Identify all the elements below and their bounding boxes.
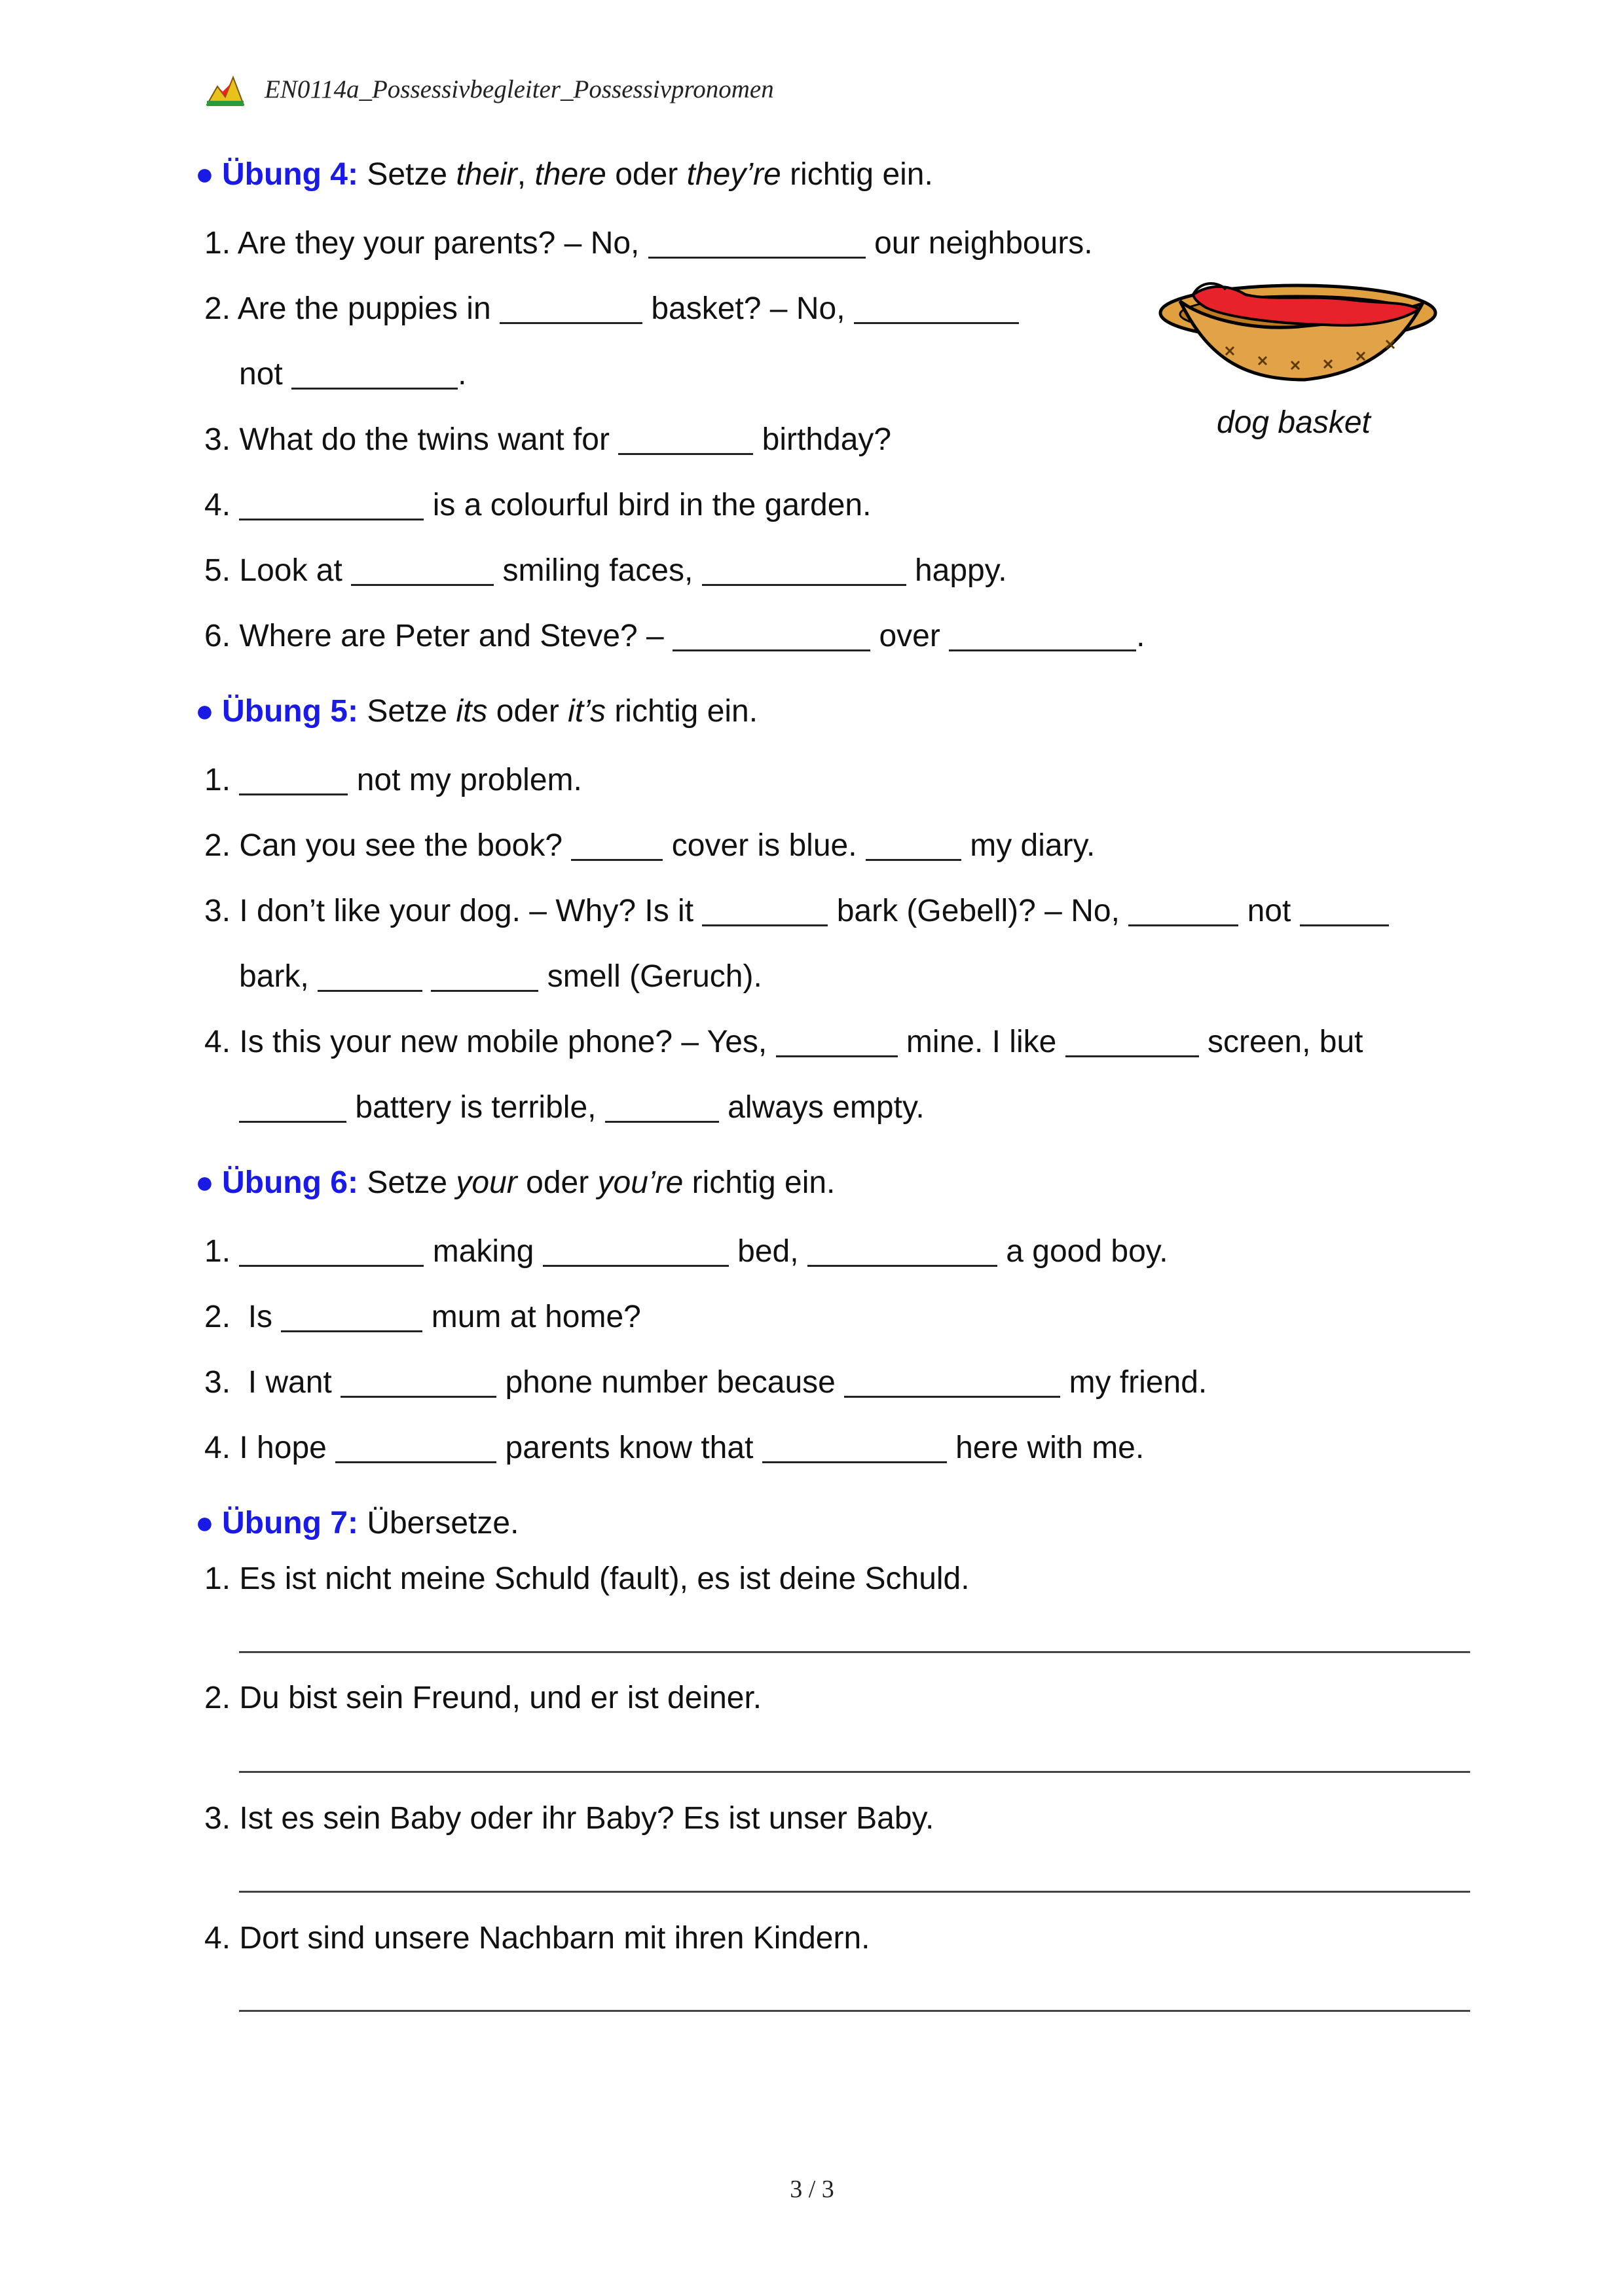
exercise-5-item-2: 2. Can you see the book? cover is blue. my diary. — [204, 828, 1096, 863]
answer-blank[interactable] — [762, 1435, 947, 1463]
exercise-4-item-2: 2. Are the puppies in basket? – No, — [204, 293, 1019, 325]
dog-basket-image — [1154, 275, 1442, 393]
answer-blank[interactable] — [807, 1239, 997, 1267]
answer-blank[interactable] — [1065, 1029, 1199, 1057]
answer-blank[interactable] — [571, 833, 663, 861]
page-number: 3 / 3 — [790, 2176, 834, 2203]
answer-blank[interactable] — [335, 1435, 496, 1463]
bullet-icon: ● — [195, 694, 214, 729]
answer-blank[interactable] — [866, 833, 961, 861]
image-caption: dog basket — [1217, 405, 1371, 440]
exercise-7-item-4: 4. Dort sind unsere Nachbarn mit ihren Kindern. — [204, 1921, 870, 1956]
answer-blank[interactable] — [341, 1370, 496, 1398]
exercise-7-heading: ● Übung 7: Übersetze. — [195, 1506, 519, 1540]
translation-answer-line[interactable] — [239, 1891, 1470, 1893]
answer-blank[interactable] — [648, 230, 866, 259]
document-title: EN0114a_Possessivbegleiter_Possessivpronomen — [265, 75, 774, 103]
exercise-4-item-1: 1. Are they your parents? – No, our neighbours. — [204, 226, 1093, 261]
exercise-7-item-1: 1. Es ist nicht meine Schuld (fault), es ist deine Schuld. — [204, 1561, 970, 1596]
answer-blank[interactable] — [618, 427, 753, 455]
publisher-logo-icon — [204, 73, 246, 107]
exercise-4-label: Übung 4: — [222, 157, 358, 192]
answer-blank[interactable] — [776, 1029, 898, 1057]
answer-blank[interactable] — [1300, 898, 1389, 926]
exercise-6-item-2: 2. Is mum at home? — [204, 1300, 641, 1334]
translation-answer-line[interactable] — [239, 1771, 1470, 1773]
answer-blank[interactable] — [239, 1095, 346, 1123]
exercise-6-item-4: 4. I hope parents know that here with me. — [204, 1430, 1145, 1465]
answer-blank[interactable] — [673, 623, 870, 651]
exercise-4-item-6: 6. Where are Peter and Steve? – over . — [204, 619, 1145, 653]
exercise-4-item-4: 4. is a colourful bird in the garden. — [204, 488, 872, 522]
exercise-4-item-5: 5. Look at smiling faces, happy. — [204, 553, 1007, 588]
bullet-icon: ● — [195, 1506, 214, 1540]
answer-blank[interactable] — [543, 1239, 729, 1267]
exercise-7-label: Übung 7: — [222, 1506, 358, 1540]
answer-blank[interactable] — [318, 964, 422, 992]
answer-blank[interactable] — [844, 1370, 1060, 1398]
answer-blank[interactable] — [431, 964, 538, 992]
bullet-icon: ● — [195, 1165, 214, 1200]
answer-blank[interactable] — [281, 1304, 422, 1332]
answer-blank[interactable] — [854, 296, 1019, 324]
answer-blank[interactable] — [702, 558, 906, 586]
exercise-5-item-3-cont: bark, smell (Geruch). — [239, 959, 762, 994]
exercise-7-item-3: 3. Ist es sein Baby oder ihr Baby? Es ist unser Baby. — [204, 1801, 934, 1836]
answer-blank[interactable] — [702, 898, 828, 926]
exercise-5-label: Übung 5: — [222, 694, 358, 729]
answer-blank[interactable] — [605, 1095, 719, 1123]
exercise-6-item-1: 1. making bed, a good boy. — [204, 1234, 1168, 1269]
exercise-5-item-4-cont: battery is terrible, always empty. — [239, 1092, 925, 1123]
answer-blank[interactable] — [500, 296, 642, 324]
exercise-6-item-3: 3. I want phone number because my friend. — [204, 1365, 1208, 1400]
bullet-icon: ● — [195, 157, 214, 192]
answer-blank[interactable] — [351, 558, 494, 586]
exercise-5-item-3: 3. I don’t like your dog. – Why? Is it bark (Gebell)? – No, not — [204, 896, 1389, 927]
exercise-4-heading: ● Übung 4: Setze their, there oder they’re richtig ein. — [195, 157, 933, 192]
answer-blank[interactable] — [949, 623, 1136, 651]
exercise-4-item-2-cont: not . — [239, 357, 467, 392]
exercise-5-item-4: 4. Is this your new mobile phone? – Yes, mine. I like screen, but — [204, 1025, 1363, 1059]
translation-answer-line[interactable] — [239, 1651, 1470, 1653]
answer-blank[interactable] — [239, 1239, 424, 1267]
answer-blank[interactable] — [291, 361, 458, 390]
exercise-7-item-2: 2. Du bist sein Freund, und er ist deiner. — [204, 1681, 762, 1715]
exercise-6-heading: ● Übung 6: Setze your oder you’re richtig ein. — [195, 1165, 836, 1200]
answer-blank[interactable] — [239, 492, 424, 520]
translation-answer-line[interactable] — [239, 2010, 1470, 2012]
exercise-5-item-1: 1. not my problem. — [204, 763, 582, 797]
answer-blank[interactable] — [239, 767, 348, 795]
exercise-5-heading: ● Übung 5: Setze its oder it’s richtig ein. — [195, 694, 758, 729]
answer-blank[interactable] — [1128, 898, 1238, 926]
exercise-4-item-3: 3. What do the twins want for birthday? — [204, 422, 892, 457]
exercise-6-label: Übung 6: — [222, 1165, 358, 1200]
